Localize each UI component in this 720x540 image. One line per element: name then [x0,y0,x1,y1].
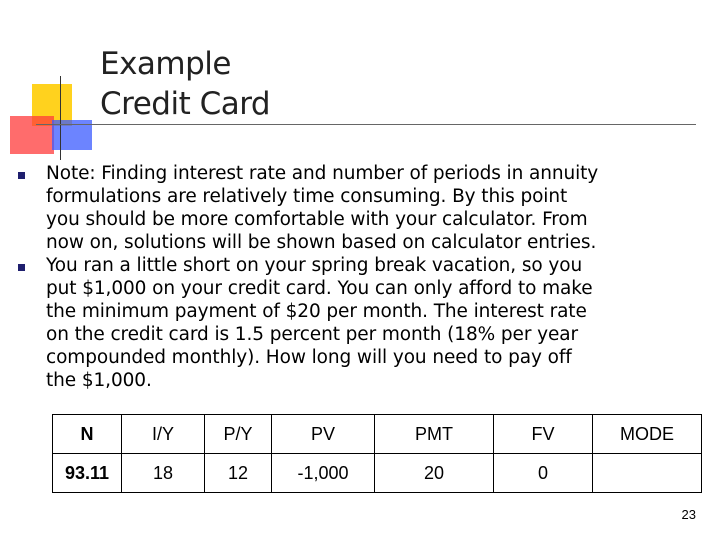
header-py: P/Y [205,415,272,454]
value-py: 12 [205,454,272,493]
value-pv: -1,000 [272,454,375,493]
bullet-text: Note: Finding interest rate and number of periods in annuity formulations are relatively time consuming. By this point you should be more comfortable with your calculator. From now on, solutions will be shown based on calculator entries. [46,163,599,253]
square-bullet-icon [18,172,25,179]
table-values-row [53,454,702,493]
title-line-2: Credit Card [100,86,271,122]
value-fv: 0 [494,454,593,493]
header-iy: I/Y [122,415,205,454]
decor-red-square [10,116,54,154]
decor-vertical-line [60,76,61,160]
header-pmt: PMT [375,415,494,454]
value-n: 93.11 [53,454,122,493]
square-bullet-icon [18,264,25,271]
bullet-text: You ran a little short on your spring break vacation, so you put $1,000 on your credit card. You can only afford to make the minimum payment of $20 per month. The interest rate on the credit card is 1.5 percent per month (18% per year compounded monthly). How long will you need to pay off the $1,000. [46,255,593,391]
header-pv: PV [272,415,375,454]
page-number: 23 [681,507,696,522]
bullet-item [18,254,690,392]
header-mode: MODE [593,415,702,454]
header-n: N [53,415,122,454]
value-mode [593,454,702,493]
bullet-list [18,162,690,392]
title-divider [36,124,696,125]
header-fv: FV [494,415,593,454]
calculator-entries-table [52,414,702,493]
value-iy: 18 [122,454,205,493]
slide-title [100,44,270,124]
value-pmt: 20 [375,454,494,493]
table-header-row [53,415,702,454]
bullet-item [18,162,690,254]
title-line-1: Example [100,46,231,82]
